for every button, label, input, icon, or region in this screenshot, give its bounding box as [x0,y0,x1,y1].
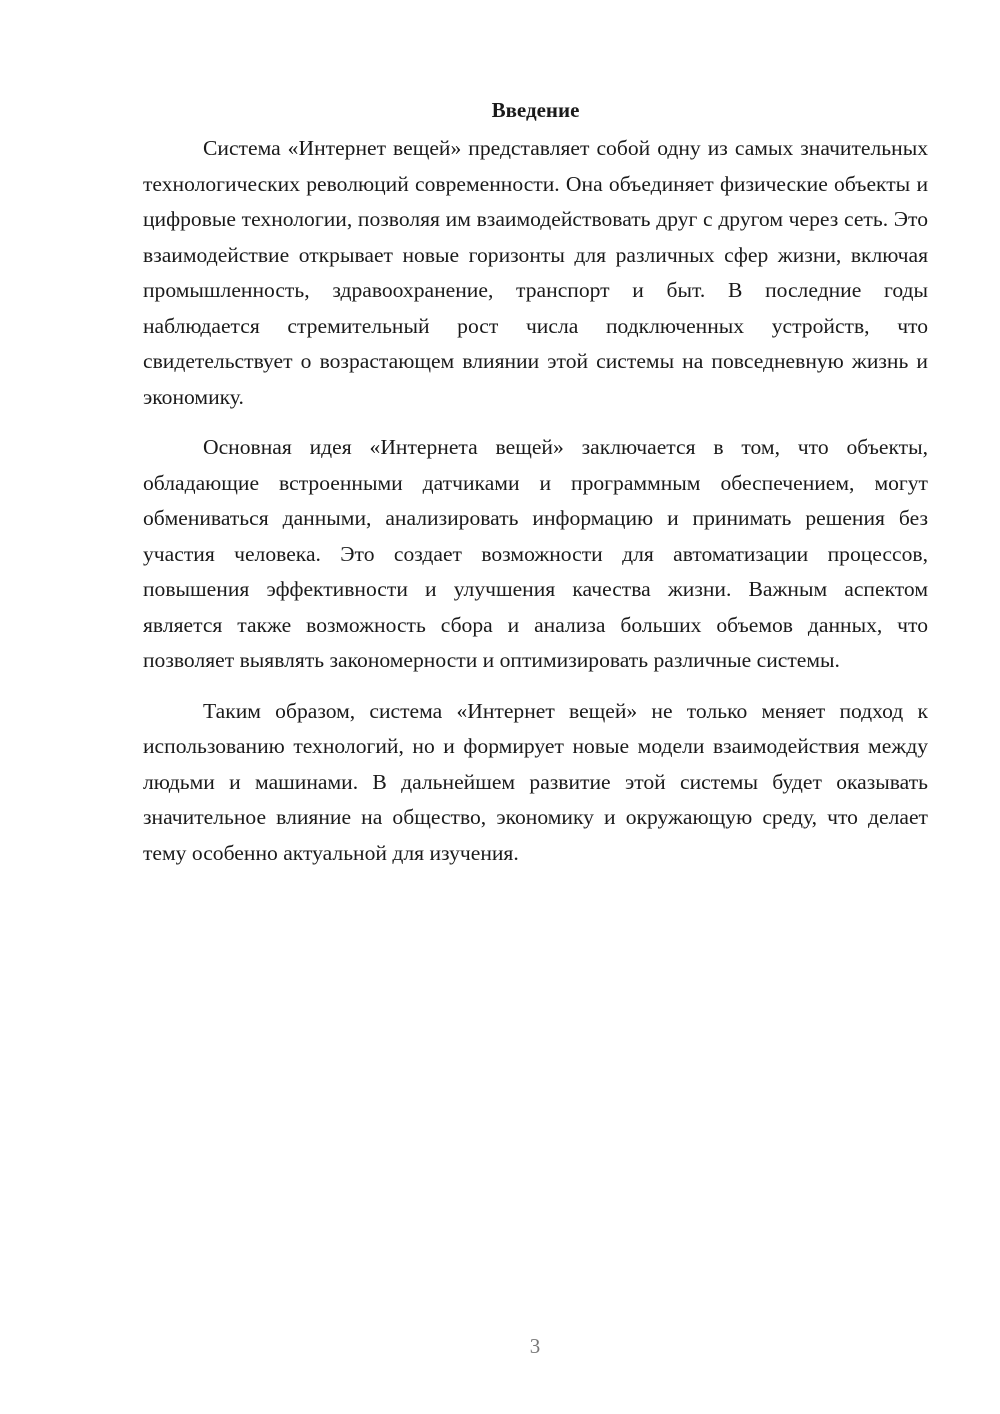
page-content [143,92,928,886]
paragraph-2: Основная идея «Интернета вещей» заключается в том, что объекты, обладающие встроенными датчиками и программным обеспечением, могут обмениваться данными, анализировать информацию и принимать решения без участия человека. Это создает возможности для автоматизации процессов, повышения эффективности и улучшения качества жизни. Важным аспектом является также возможность сбора и анализа больших объемов данных, что позволяет выявлять закономерности и оптимизировать различные системы. [143,435,928,672]
section-heading: Введение [491,98,580,122]
paragraph-3: Таким образом, система «Интернет вещей» не только меняет подход к использованию технологий, но и формирует новые модели взаимодействия между людьми и машинами. В дальнейшем развитие этой системы будет оказывать значительное влияние на общество, экономику и окружающую среду, что делает тему особенно актуальной для изучения. [143,698,928,865]
page-number: 3 [529,1334,541,1358]
paragraph-1: Система «Интернет вещей» представляет собой одну из самых значительных технологических революций современности. Она объединяет физические объекты и цифровые технологии, позволяя им взаимодействовать друг с другом через сеть. Это взаимодействие открывает новые горизонты для различных сфер жизни, включая промышленность, здравоохранение, транспорт и быт. В последние годы наблюдается стремительный рост числа подключенных устройств, что свидетельствует о возрастающем влиянии этой системы на повседневную жизнь и экономику. [143,136,928,409]
